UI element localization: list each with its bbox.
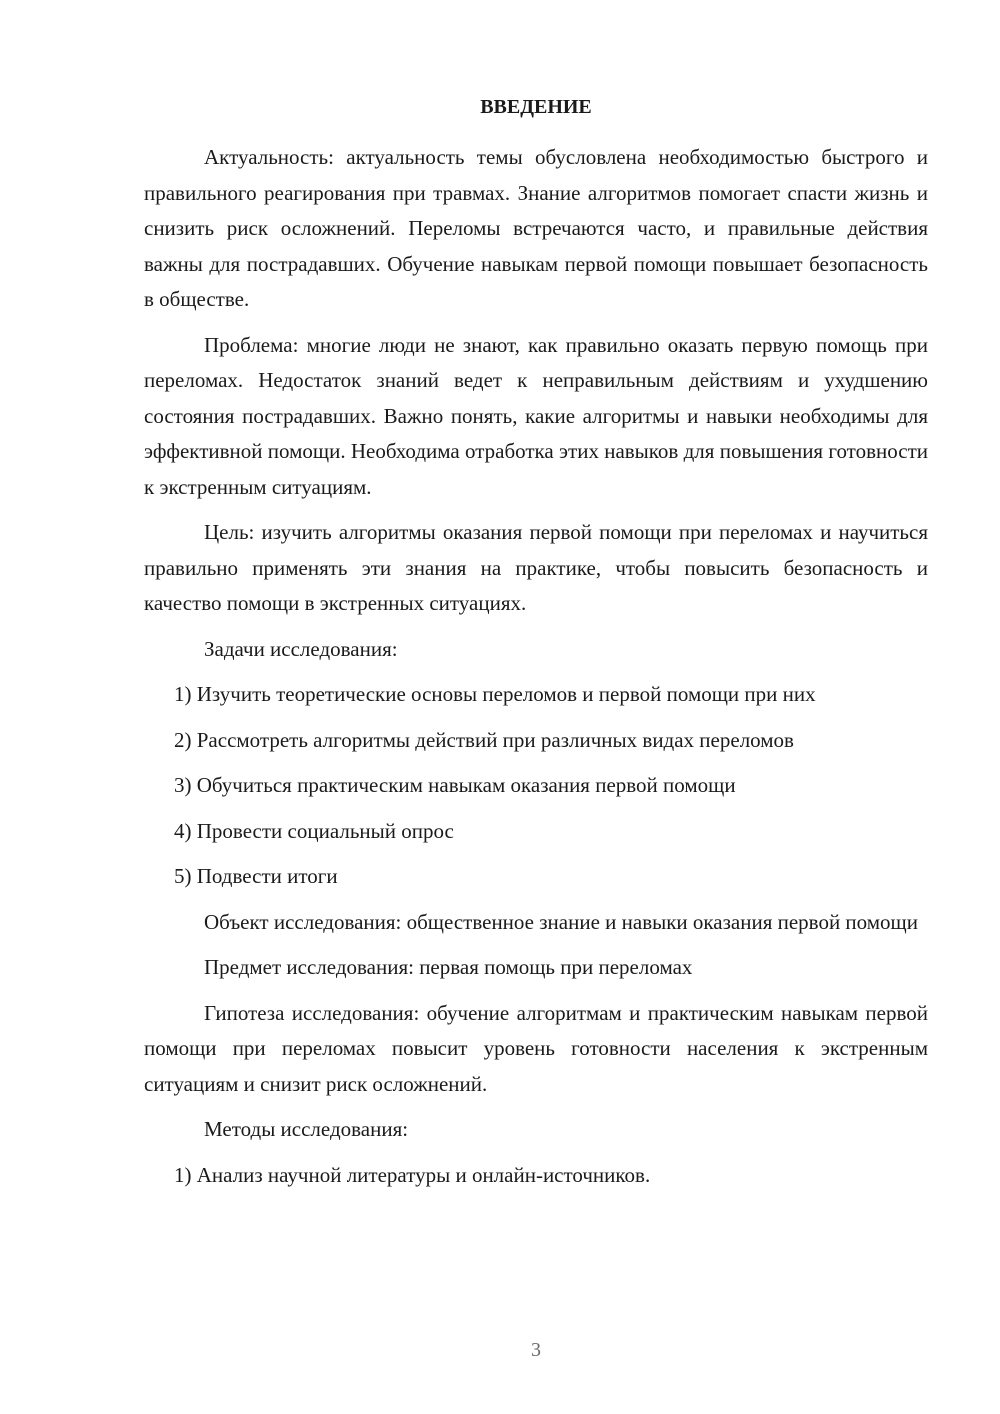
page-content (144, 92, 928, 1203)
goal-paragraph: Цель: изучить алгоритмы оказания первой помощи при переломах и научиться правильно применять эти знания на практике, чтобы повысить безопасность и качество помощи в экстренных ситуациях. (144, 520, 928, 615)
task-item-4: 4) Провести социальный опрос (174, 818, 454, 843)
method-item-1: 1) Анализ научной литературы и онлайн-источников. (174, 1162, 651, 1187)
problem-paragraph: Проблема: многие люди не знают, как правильно оказать первую помощь при переломах. Недостаток знаний ведет к неправильным действиям и ухудшению состояния пострадавших. Важно понять, какие алгоритмы и навыки необходимы для эффективной помощи. Необходима отработка этих навыков для повышения готовности к экстренным ситуациям. (144, 332, 928, 499)
tasks-heading: Задачи исследования: (204, 636, 398, 661)
relevance-paragraph: Актуальность: актуальность темы обусловлена необходимостью быстрого и правильного реагирования при травмах. Знание алгоритмов помогает спасти жизнь и снизить риск осложнений. Переломы встречаются часто, и правильные действия важны для пострадавших. Обучение навыкам первой помощи повышает безопасность в обществе. (144, 145, 928, 311)
task-item-2: 2) Рассмотреть алгоритмы действий при различных видах переломов (174, 727, 794, 752)
object-paragraph: Объект исследования: общественное знание и навыки оказания первой помощи (204, 909, 918, 934)
task-item-1: 1) Изучить теоретические основы переломов и первой помощи при них (174, 682, 816, 706)
section-title: ВВЕДЕНИЕ (480, 96, 592, 118)
task-item-5: 5) Подвести итоги (174, 864, 338, 888)
task-item-3: 3) Обучиться практическим навыкам оказания первой помощи (174, 773, 736, 797)
page-number: 3 (531, 1339, 541, 1361)
hypothesis-paragraph: Гипотеза исследования: обучение алгоритмам и практическим навыкам первой помощи при переломах повысит уровень готовности населения к экстренным ситуациям и снизит риск осложнений. (144, 1000, 928, 1096)
methods-heading: Методы исследования: (204, 1117, 409, 1141)
subject-paragraph: Предмет исследования: первая помощь при переломах (204, 955, 693, 979)
